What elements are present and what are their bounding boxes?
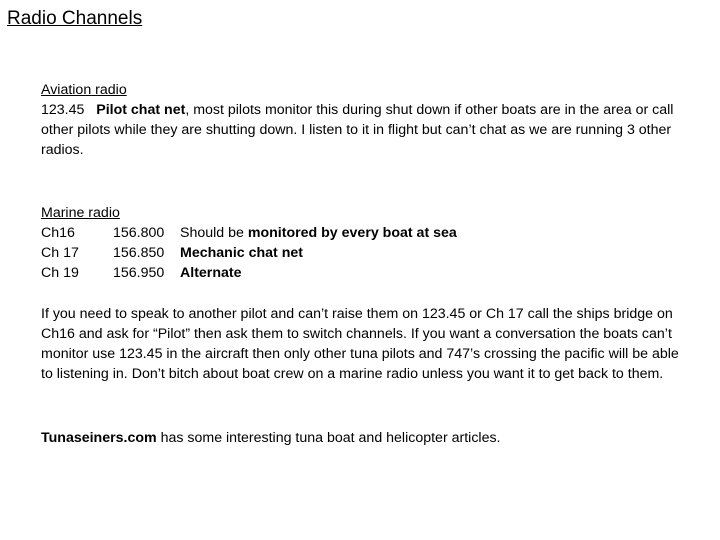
- marine-heading: Marine radio: [41, 205, 120, 221]
- footer-text: [41, 428, 681, 448]
- channel-note: [180, 223, 457, 243]
- aviation-description: , most pilots monitor this during shut down if other boats are in the area or call other pilots while they are shutting down. I listen to it in flight but can’t chat as we are running 3 other radios.: [41, 102, 674, 158]
- aviation-heading: Aviation radio: [41, 82, 127, 98]
- marine-section: [41, 203, 681, 283]
- tunaseiners-link[interactable]: Tunaseiners.com: [41, 430, 157, 446]
- channel-frequency: 156.950: [113, 265, 165, 281]
- channel-number: Ch 19: [41, 265, 79, 281]
- pilot-chat-net-label: Pilot chat net: [96, 102, 186, 118]
- page-title: Radio Channels: [7, 8, 143, 29]
- aviation-section: [41, 80, 681, 160]
- instructions-paragraph: If you need to speak to another pilot and can’t raise them on 123.45 or Ch 17 call the ships bridge on Ch16 and ask for “Pilot” then ask them to switch channels. If you want a conversation the boats can’t monitor use 123.45 in the aircraft then only other tuna pilots and 747’s crossing the pacific will be able to listening in. Don’t bitch about boat crew on a marine radio unless you want it to get back to them.: [41, 306, 679, 382]
- footer-rest: has some interesting tuna boat and helicopter articles.: [156, 430, 501, 446]
- channel-note-bold: Alternate: [180, 265, 242, 281]
- channel-note-bold: monitored by every boat at sea: [247, 225, 457, 241]
- channel-row: [41, 223, 681, 243]
- channel-number: Ch16: [41, 225, 75, 241]
- channel-note: [180, 263, 242, 283]
- channel-note: [180, 243, 303, 263]
- channel-number: Ch 17: [41, 245, 79, 261]
- channel-note-plain: Should be: [180, 225, 248, 241]
- channel-note-bold: Mechanic chat net: [180, 245, 303, 261]
- aviation-text: [41, 100, 681, 160]
- aviation-frequency: 123.45: [41, 102, 85, 118]
- channel-row: [41, 243, 681, 263]
- channel-frequency: 156.850: [113, 245, 165, 261]
- channel-frequency: 156.800: [113, 225, 165, 241]
- channel-row: [41, 263, 681, 283]
